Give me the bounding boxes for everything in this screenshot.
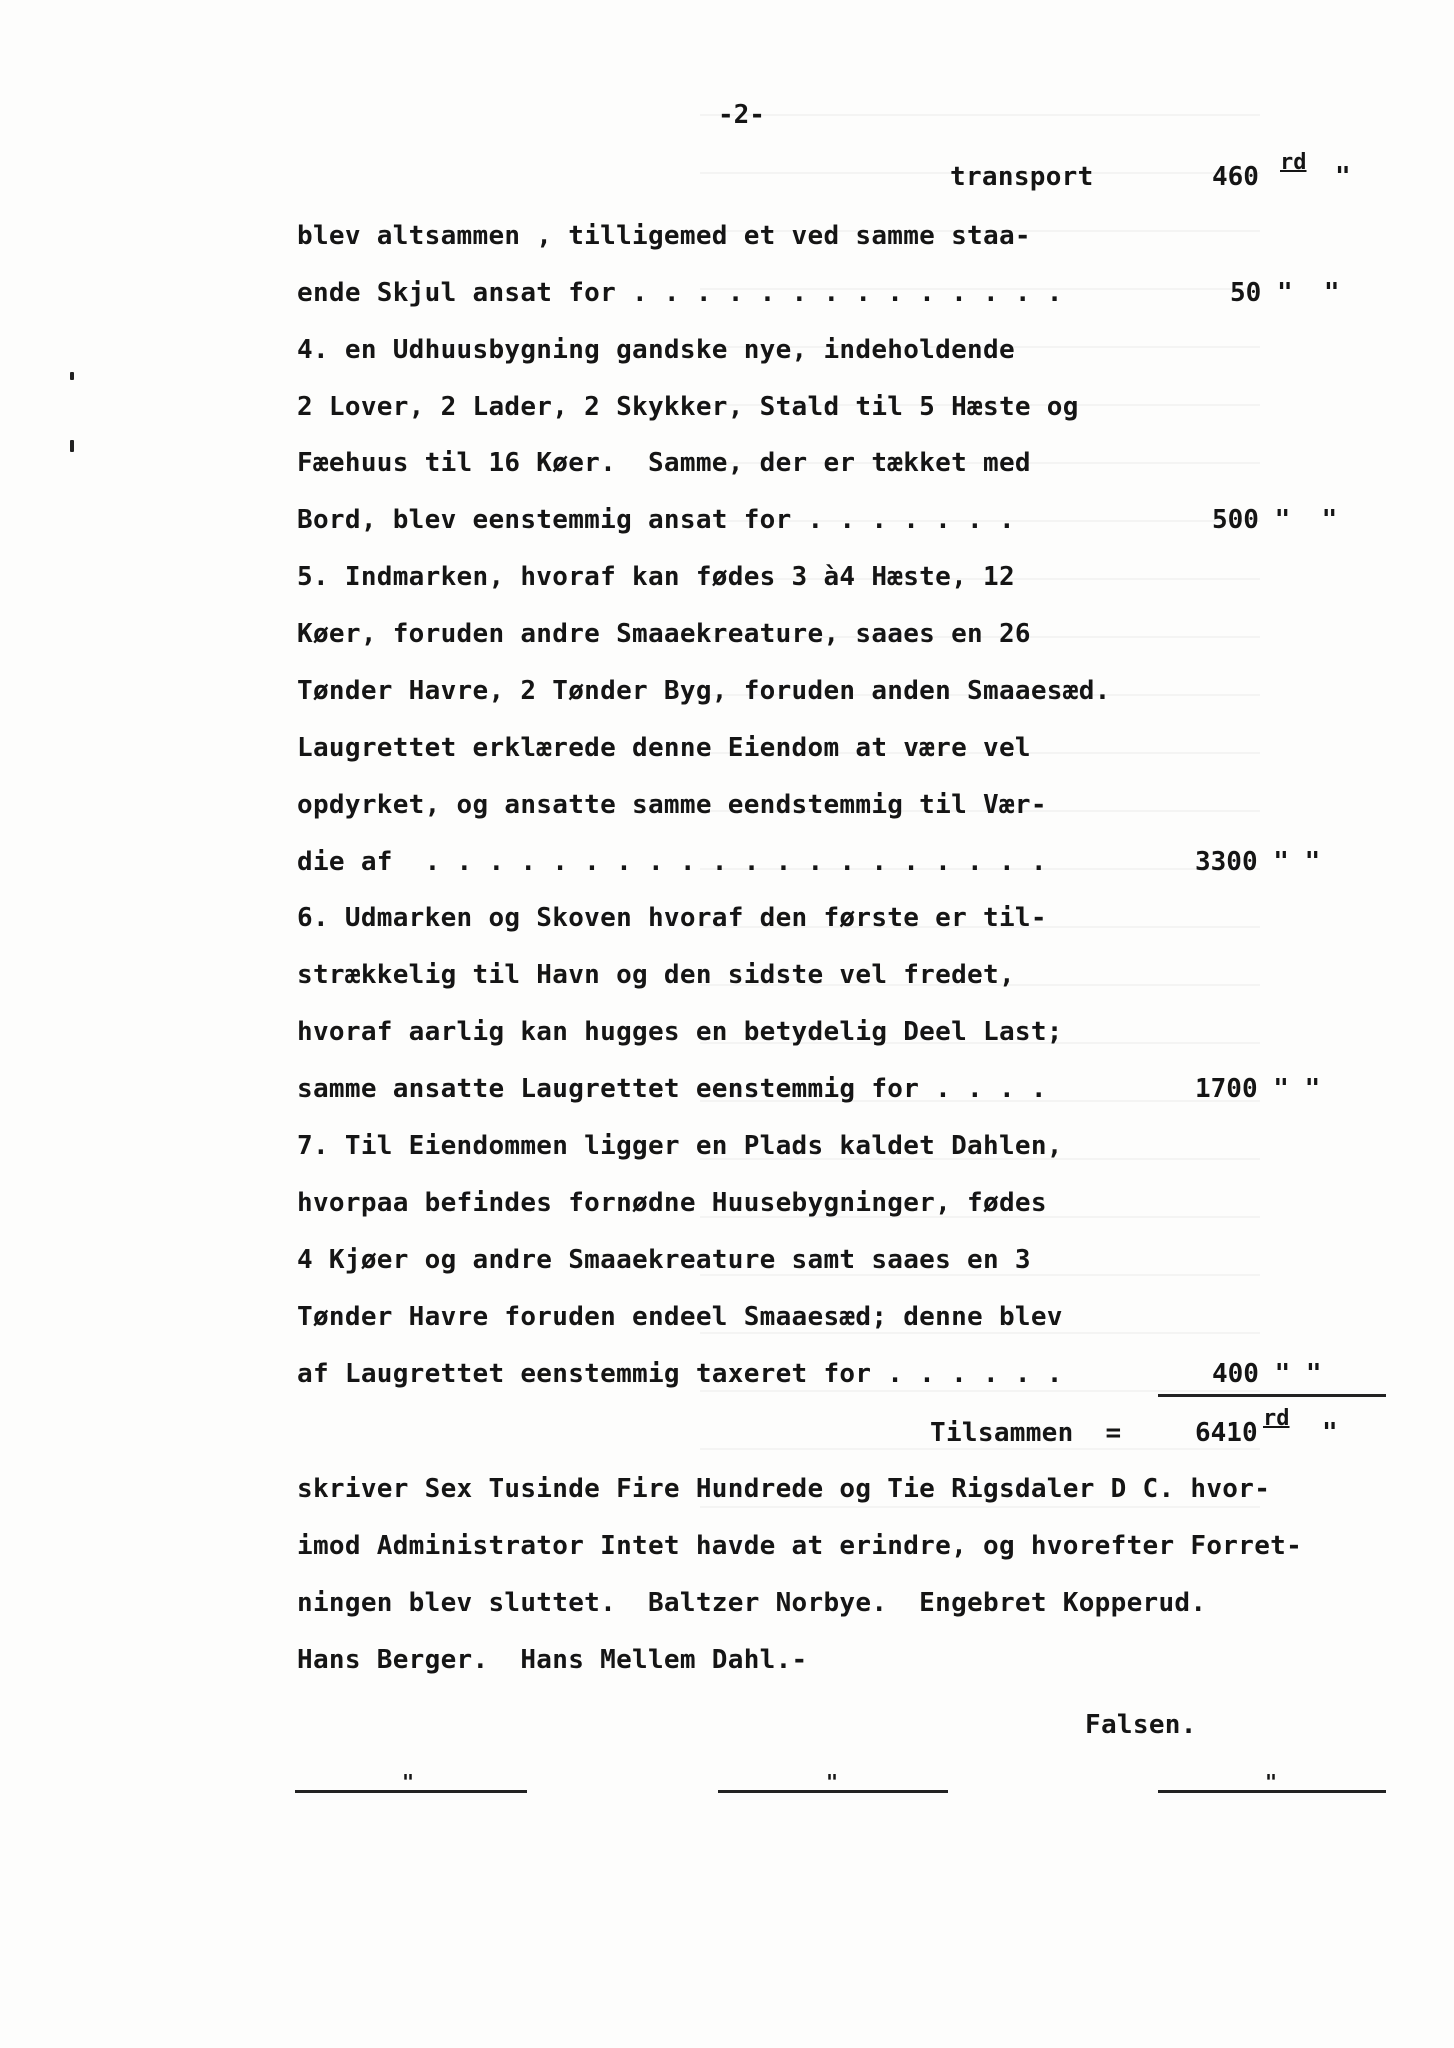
text-line: 2 Lover, 2 Lader, 2 Skykker, Stald til 5 Hæste og — [297, 392, 1079, 422]
footer-ditto-mark: " — [402, 1770, 415, 1794]
total-label: Tilsammen = — [930, 1418, 1122, 1448]
text-line: 5. Indmarken, hvoraf kan fødes 3 à4 Hæste, 12 — [297, 562, 1015, 592]
transport-unit: rd — [1280, 150, 1307, 175]
text-line: Køer, foruden andre Smaaekreature, saaes en 26 — [297, 619, 1031, 649]
amount-1700: 1700 " " — [1195, 1074, 1321, 1104]
footer-ditto-mark: " — [826, 1770, 839, 1794]
text-line: hvorpaa befindes fornødne Huusebygninger, fødes — [297, 1188, 1047, 1218]
text-line: ningen blev sluttet. Baltzer Norbye. Engebret Kopperud. — [297, 1588, 1207, 1618]
transport-ditto: " — [1335, 162, 1351, 192]
text-line: samme ansatte Laugrettet eenstemmig for . . . . — [297, 1074, 1047, 1104]
text-line: 6. Udmarken og Skoven hvoraf den første er til- — [297, 903, 1047, 933]
margin-mark — [70, 372, 74, 380]
amount-400: 400 " " — [1212, 1359, 1322, 1389]
footer-ditto-mark: " — [1265, 1770, 1278, 1794]
sum-rule — [1158, 1394, 1386, 1397]
signature: Falsen. — [1085, 1710, 1197, 1740]
text-line: ende Skjul ansat for . . . . . . . . . . . . . . — [297, 278, 1063, 308]
amount-500: 500 " " — [1212, 505, 1338, 535]
text-line: af Laugrettet eenstemmig taxeret for . . . . . . — [297, 1359, 1063, 1389]
text-line: opdyrket, og ansatte samme eendstemmig til Vær- — [297, 790, 1047, 820]
transport-label: transport — [950, 162, 1094, 192]
text-line: 7. Til Eiendommen ligger en Plads kaldet Dahlen, — [297, 1131, 1063, 1161]
text-line: skriver Sex Tusinde Fire Hundrede og Tie Rigsdaler D C. hvor- — [297, 1474, 1271, 1504]
amount-3300: 3300 " " — [1195, 847, 1321, 877]
text-line: Fæehuus til 16 Køer. Samme, der er tækket med — [297, 448, 1031, 478]
text-line: Tønder Havre, 2 Tønder Byg, foruden anden Smaaesæd. — [297, 676, 1111, 706]
amount-50: 50 " " — [1230, 278, 1340, 308]
page-number: -2- — [718, 100, 765, 130]
text-line: imod Administrator Intet havde at erindre, og hvorefter Forret- — [297, 1531, 1303, 1561]
text-line: blev altsammen , tilligemed et ved samme staa- — [297, 221, 1031, 251]
total-ditto: " — [1322, 1418, 1338, 1448]
text-line: hvoraf aarlig kan hugges en betydelig Deel Last; — [297, 1017, 1063, 1047]
text-line: Laugrettet erklærede denne Eiendom at være vel — [297, 733, 1031, 763]
text-line: 4 Kjøer og andre Smaaekreature samt saaes en 3 — [297, 1245, 1031, 1275]
text-line: die af . . . . . . . . . . . . . . . . . . . . — [297, 847, 1047, 877]
text-line: strækkelig til Havn og den sidste vel fredet, — [297, 960, 1015, 990]
total-amount: 6410 — [1195, 1418, 1258, 1448]
text-line: Bord, blev eenstemmig ansat for . . . . . . . — [297, 505, 1015, 535]
text-line: 4. en Udhuusbygning gandske nye, indeholdende — [297, 335, 1015, 365]
text-line: Hans Berger. Hans Mellem Dahl.- — [297, 1645, 808, 1675]
transport-amount: 460 — [1212, 162, 1259, 192]
text-line: Tønder Havre foruden endeel Smaaesæd; denne blev — [297, 1302, 1063, 1332]
margin-mark — [70, 440, 74, 452]
total-unit: rd — [1263, 1406, 1290, 1431]
